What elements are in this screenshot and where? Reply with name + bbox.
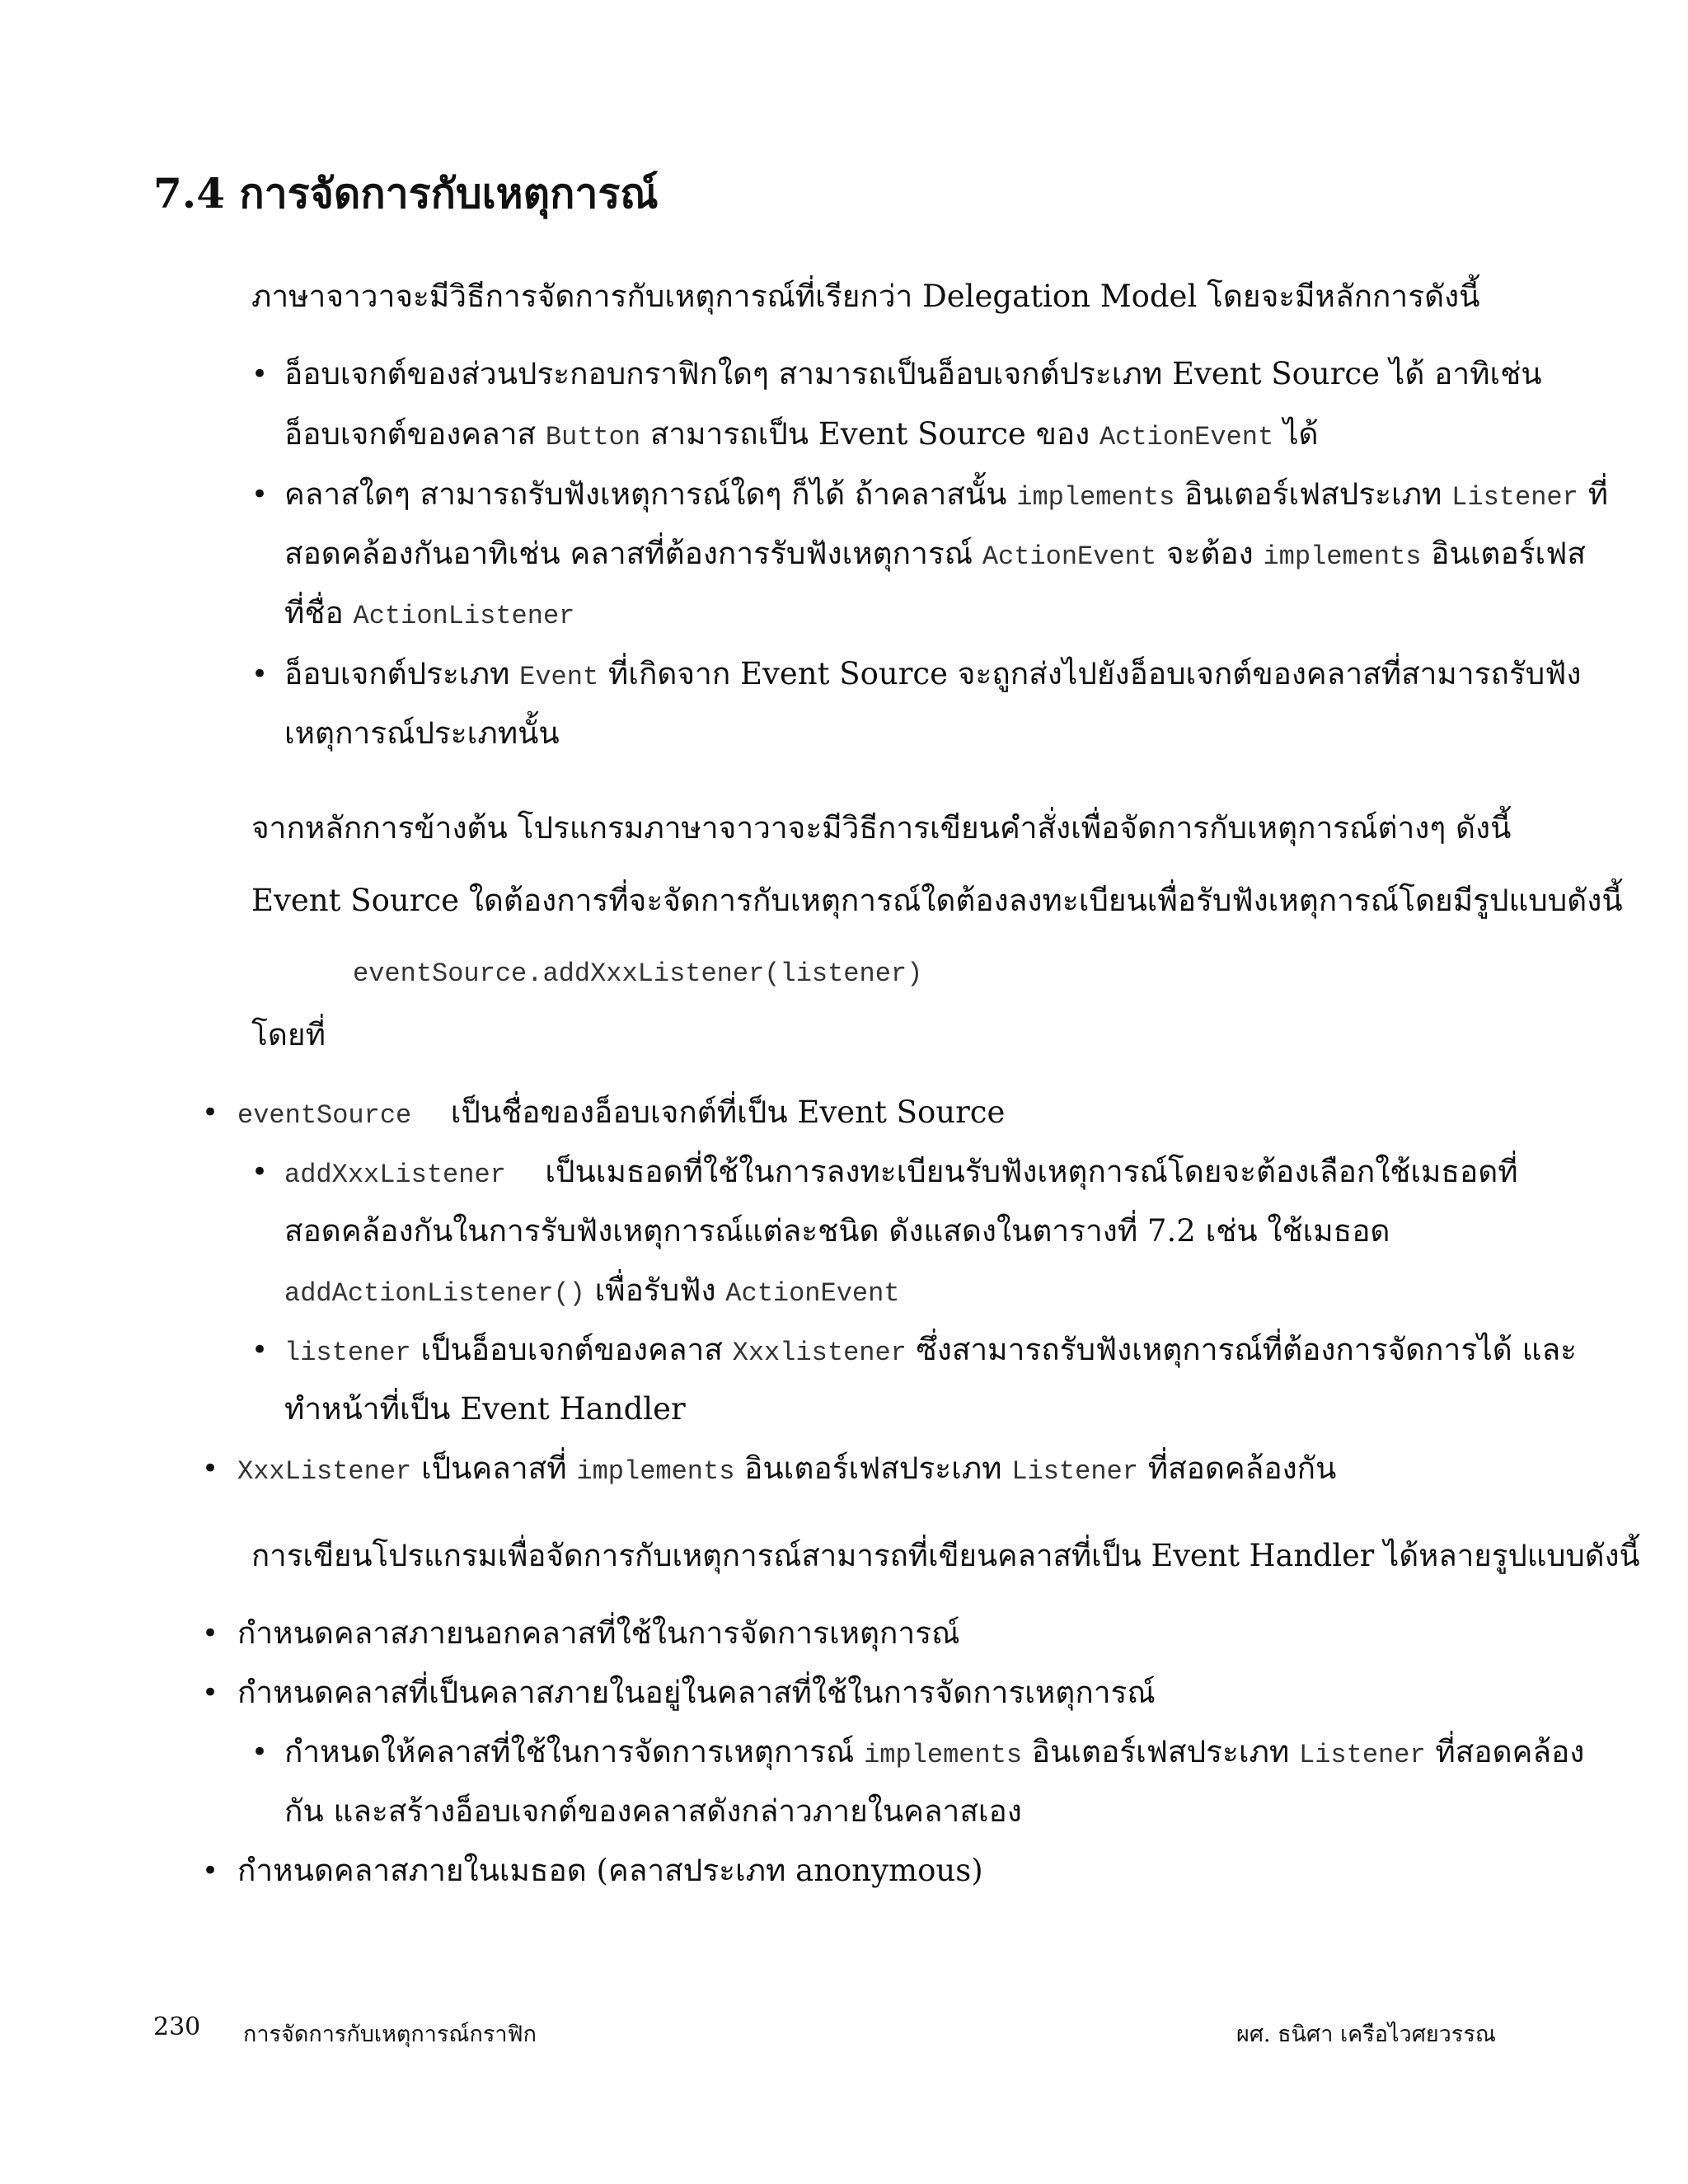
code-syntax: eventSource.addXxxListener(listener) <box>353 958 923 989</box>
way-2: กำหนดคลาสที่เป็นคลาสภายในอยู่ในคลาสที่ใช้ในการจัดการเหตุการณ์ <box>237 1675 1156 1710</box>
way-2a-line-2: กัน และสร้างอ็อบเจกต์ของคลาสดังกล่าวภายในคลาสเอง <box>284 1793 1022 1829</box>
principle-2-line-1: คลาสใดๆ สามารถรับฟังเหตุการณ์ใดๆ ก็ได้ ถ้าคลาสนั้น implements อินเตอร์เฟสประเภท Listener ที่ <box>284 476 1608 513</box>
bullet: • <box>251 1333 269 1366</box>
bullet: • <box>251 1155 269 1188</box>
def-xxxlistener: XxxListener เป็นคลาสที่ implements อินเตอร์เฟสประเภท Listener ที่สอดคล้องกัน <box>237 1451 1337 1487</box>
chapter-title: การจัดการกับเหตุการณ์กราฟิก <box>243 2022 537 2047</box>
bullet: • <box>251 358 269 391</box>
way-1: กำหนดคลาสภายนอกคลาสที่ใช้ในการจัดการเหตุการณ์ <box>237 1615 960 1651</box>
bullet: • <box>251 1736 269 1769</box>
def-addxxxlistener-line-3: addActionListener() เพื่อรับฟัง ActionEvent <box>284 1272 900 1309</box>
bullet: • <box>251 478 269 511</box>
bullet: • <box>251 658 269 691</box>
def-addxxxlistener-line-1: addXxxListener เป็นเมธอดที่ใช้ในการลงทะเบียนรับฟังเหตุการณ์โดยจะต้องเลือกใช้เมธอดที่ <box>284 1154 1518 1190</box>
def-listener-line-1: listener เป็นอ็อบเจกต์ของคลาส Xxxlistener ซึ่งสามารถรับฟังเหตุการณ์ที่ต้องการจัดการได้ และ <box>284 1332 1577 1368</box>
principle-3-line-2: เหตุการณ์ประเภทนั้น <box>284 715 560 751</box>
way-2a-line-1: กำหนดให้คลาสที่ใช้ในการจัดการเหตุการณ์ implements อินเตอร์เฟสประเภท Listener ที่สอดคล้อง <box>284 1734 1585 1770</box>
paragraph-2: จากหลักการข้างต้น โปรแกรมภาษาจาวาจะมีวิธีการเขียนคำสั่งเพื่อจัดการกับเหตุการณ์ต่างๆ ดังนี้ <box>251 810 1512 846</box>
def-eventsource: eventSource เป็นชื่อของอ็อบเจกต์ที่เป็น Event Source <box>237 1094 1006 1131</box>
paragraph-3: Event Source ใดต้องการที่จะจัดการกับเหตุการณ์ใดต้องลงทะเบียนเพื่อรับฟังเหตุการณ์โดยมีรูปแบบดังนี้ <box>251 883 1623 918</box>
principle-1-line-2: อ็อบเจกต์ของคลาส Button สามารถเป็น Event Source ของ ActionEvent ได้ <box>284 416 1319 452</box>
def-addxxxlistener-line-2: สอดคล้องกันในการรับฟังเหตุการณ์แต่ละชนิด ดังแสดงในตารางที่ 7.2 เช่น ใช้เมธอด <box>284 1213 1390 1249</box>
principle-2-line-3: ที่ชื่อ ActionListener <box>284 595 575 631</box>
intro-paragraph: ภาษาจาวาจะมีวิธีการจัดการกับเหตุการณ์ที่เรียกว่า Delegation Model โดยจะมีหลักการดังนี้ <box>251 279 1480 314</box>
def-listener-line-2: ทำหน้าที่เป็น Event Handler <box>284 1391 686 1427</box>
bullet: • <box>202 1854 219 1887</box>
bullet: • <box>202 1676 219 1709</box>
bullet: • <box>202 1617 219 1650</box>
author-name: ผศ. ธนิศา เครือไวศยวรรณ <box>1236 2022 1496 2047</box>
principle-3-line-1: อ็อบเจกต์ประเภท Event ที่เกิดจาก Event Source จะถูกส่งไปยังอ็อบเจกต์ของคลาสที่สามารถรับฟัง <box>284 656 1582 692</box>
way-3: กำหนดคลาสภายในเมธอด (คลาสประเภท anonymous) <box>237 1853 983 1888</box>
page-number: 230 <box>153 2013 201 2041</box>
principle-1-line-1: อ็อบเจกต์ของส่วนประกอบกราฟิกใดๆ สามารถเป็นอ็อบเจกต์ประเภท Event Source ได้ อาทิเช่น <box>284 356 1542 391</box>
where-label: โดยที่ <box>251 1017 326 1052</box>
bullet: • <box>202 1096 219 1129</box>
bullet: • <box>202 1452 219 1485</box>
section-heading: 7.4 การจัดการกับเหตุการณ์ <box>153 169 659 218</box>
principle-2-line-2: สอดคล้องกันอาทิเช่น คลาสที่ต้องการรับฟังเหตุการณ์ ActionEvent จะต้อง implements อินเตอร์เฟส <box>284 536 1586 572</box>
paragraph-4: การเขียนโปรแกรมเพื่อจัดการกับเหตุการณ์สามารถที่เขียนคลาสที่เป็น Event Handler ได้หลายรูปแบบดังนี้ <box>251 1538 1640 1573</box>
